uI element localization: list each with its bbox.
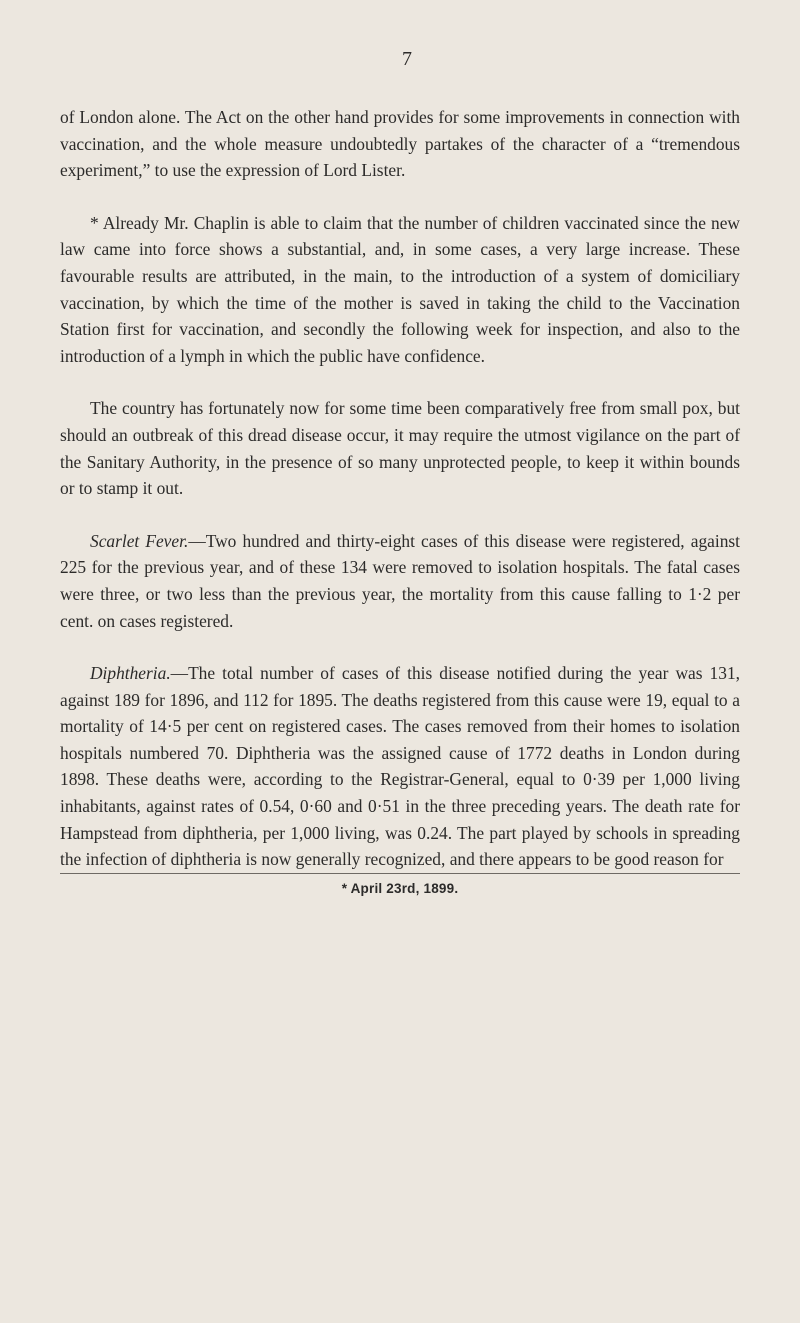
section-heading-diphtheria: Diphtheria. bbox=[90, 663, 171, 684]
paragraph-text: —Two hundred and thirty-eight cases of this disease were registered, against 225 for the previous year, and of these 134 were removed to isolation hospitals. The fatal cases were three, or two less than the previous year, the mortality from this cause falling to 1·2 per cent. on cases registered. bbox=[60, 530, 740, 631]
paragraph-chaplin-vaccination bbox=[60, 210, 740, 370]
paragraph-diphtheria bbox=[60, 660, 740, 873]
section-heading-scarlet-fever: Scarlet Fever. bbox=[90, 530, 189, 551]
paragraph-text: —The total number of cases of this disease notified during the year was 131, against 189 for 1896, and 112 for 1895. The deaths registered from this cause were 19, equal to a mortality of 14·5 per cent on registered cases. The cases removed from their homes to isolation hospitals numbered 70. Diphtheria was the assigned cause of 1772 deaths in London during 1898. These deaths were, according to the Registrar-General, equal to 0·39 per 1,000 living inhabitants, against rates of 0.54, 0·60 and 0·51 in the three preceding years. The death rate for Hampstead from diphtheria, per 1,000 living, was 0.24. The part played by schools in spreading the infection of diphtheria is now generally recognized, and there appears to be good reason for bbox=[60, 663, 740, 870]
paragraph-small-pox bbox=[60, 395, 740, 501]
document-page bbox=[60, 48, 740, 899]
paragraph-text: of London alone. The Act on the other hand provides for some improvements in connection with vaccination, and the whole measure undoubtedly partakes of the character of a “tremendous experiment,” to use the expression of Lord Lister. bbox=[60, 107, 740, 181]
footnote: * April 23rd, 1899. bbox=[341, 881, 459, 896]
paragraph-vaccination-act bbox=[60, 104, 740, 184]
paragraph-text: * Already Mr. Chaplin is able to claim that the number of children vaccinated since the new law came into force shows a substantial, and, in some cases, a very large increase. These favourable results are attributed, in the main, to the introduction of a system of domiciliary vaccination, by which the time of the mother is saved in taking the child to the Vaccination Station first for vaccination, and secondly the following week for inspection, and also to the introduction of a lymph in which the public have confidence. bbox=[60, 212, 740, 366]
paragraph-text: The country has fortunately now for some time been comparatively free from small pox, but should an outbreak of this dread disease occur, it may require the utmost vigilance on the part of the Sanitary Authority, in the presence of so many unprotected people, to keep it within bounds or to stamp it out. bbox=[60, 398, 740, 499]
footnote-divider bbox=[60, 873, 740, 874]
page-number: 7 bbox=[402, 48, 412, 70]
paragraph-scarlet-fever bbox=[60, 528, 740, 634]
